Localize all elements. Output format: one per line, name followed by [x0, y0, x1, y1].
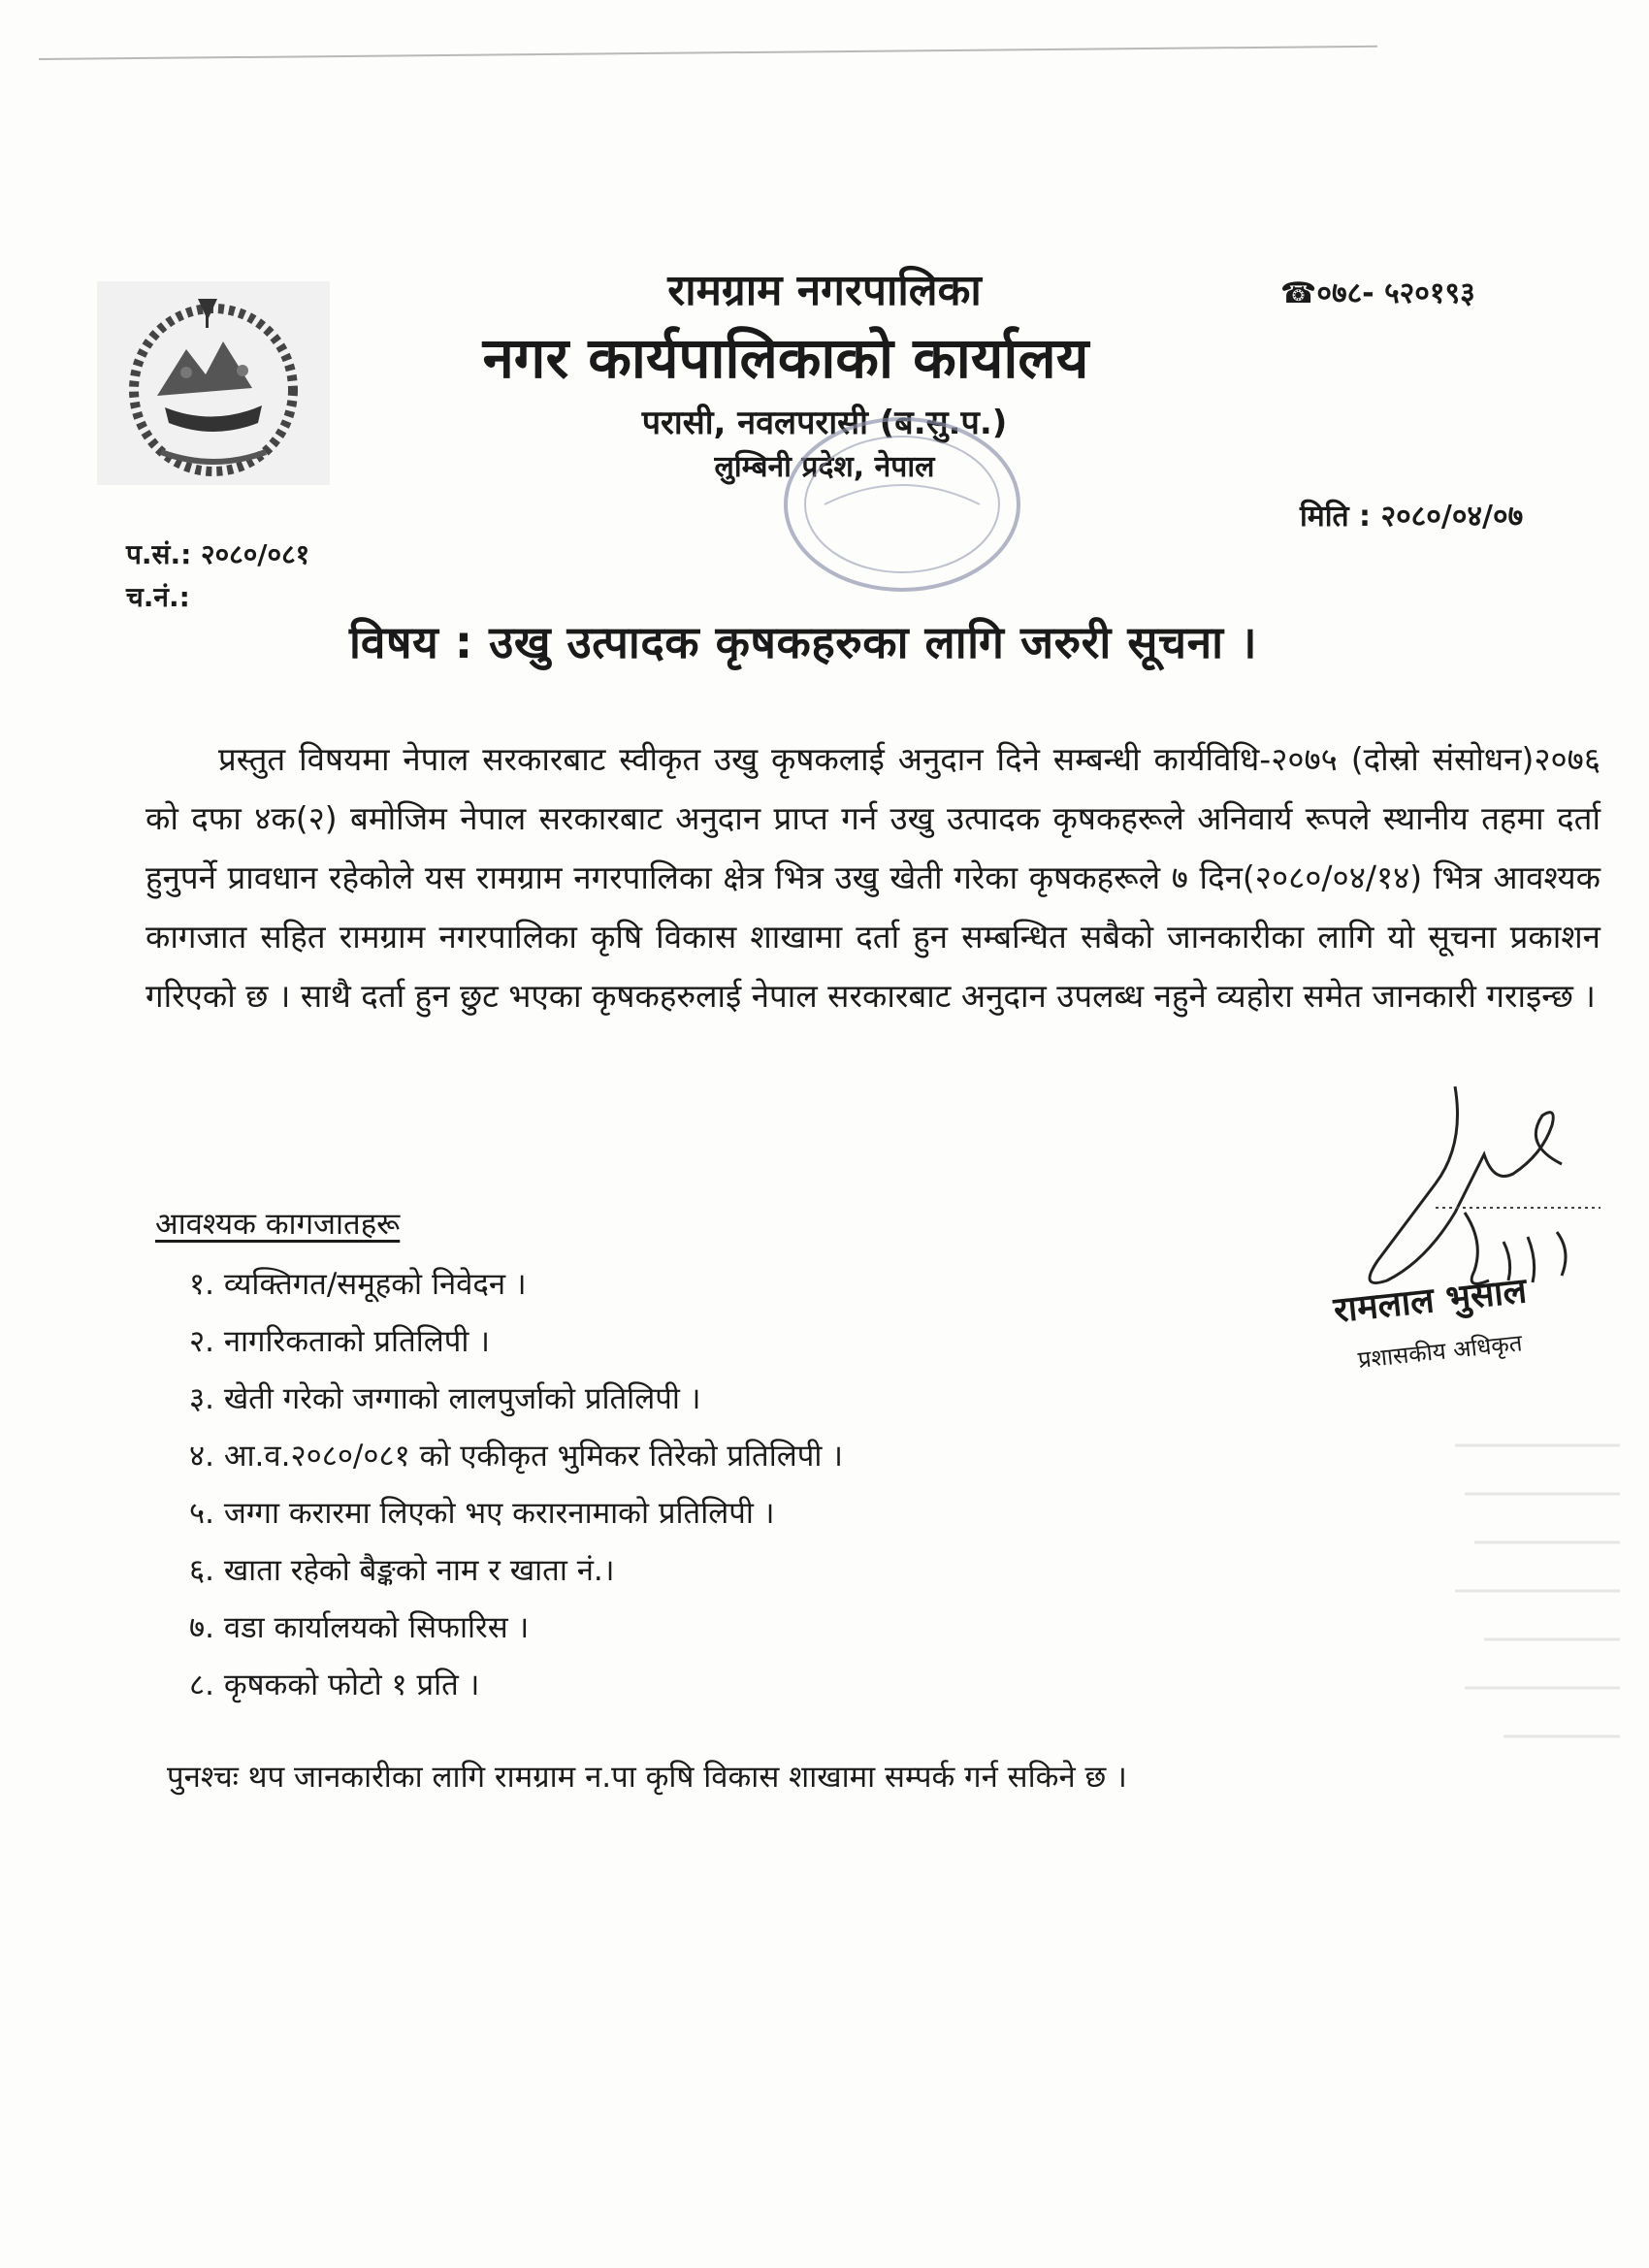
list-item: ८. कृषकको फोटो १ प्रति ।: [189, 1668, 480, 1702]
documents-heading: आवश्यक कागजातहरू: [155, 1207, 401, 1242]
list-item: ७. वडा कार्यालयको सिफारिस ।: [189, 1610, 530, 1645]
top-rule: [39, 46, 1377, 60]
office-province: लुम्बिनी प्रदेश, नेपाल: [714, 450, 935, 484]
notice-body: प्रस्तुत विषयमा नेपाल सरकारबाट स्वीकृत उखु कृषकलाई अनुदान दिने सम्बन्धी कार्यविधि-२०७५ (दोस्रो संसोधन)२०७६ को दफा ४क(२) बमोजिम नेपाल सरकारबाट अनुदान प्राप्त गर्न उखु उत्पादक कृषकहरूले अनिवार्य रूपले स्थानीय तहमा दर्ता हुनुपर्ने प्रावधान रहेकोले यस रामग्राम नगरपालिका क्षेत्र भित्र उखु खेती गरेका कृषकहरूले ७ दिन(२०८०/०४/१४) भित्र आवश्यक कागजात सहित रामग्राम नगरपालिका कृषि विकास शाखामा दर्ता हुन सम्बन्धित सबैको जानकारीका लागि यो सूचना प्रकाशन गरिएको छ । साथै दर्ता हुन छुट भएका कृषकहरुलाई नेपाल सरकारबाट अनुदान उपलब्ध नहुने व्यहोरा समेत जानकारी गराइन्छ ।: [146, 740, 1600, 1015]
notice-subject: विषय : उखु उत्पादक कृषकहरुका लागि जरुरी सूचना ।: [349, 616, 1258, 668]
signatory-title: प्रशासकीय अधिकृत: [1356, 1329, 1524, 1374]
signatory-name: रामलाल भुसाल: [1332, 1271, 1529, 1331]
chalani-number: च.नं.:: [126, 581, 190, 613]
nepal-emblem-icon: [97, 281, 330, 485]
phone-number: ☎०७८- ५२०१९३: [1280, 276, 1475, 310]
list-item: ३. खेती गरेको जग्गाको लालपुर्जाको प्रतिलिपी ।: [189, 1381, 701, 1416]
bleed-through-marks: [1445, 1426, 1630, 1795]
issue-date: मिति : २०८०/०४/०७: [1300, 500, 1524, 534]
office-stamp-icon: [757, 407, 1048, 601]
documents-list: [189, 1256, 843, 1714]
list-item: ६. खाता रहेको बैङ्कको नाम र खाता नं.।: [189, 1553, 615, 1588]
office-name: नगर कार्यपालिकाको कार्यालय: [482, 325, 1089, 391]
list-item: ४. आ.व.२०८०/०८१ को एकीकृत भुमिकर तिरेको प्रतिलिपी ।: [189, 1439, 843, 1474]
postscript: पुनश्चः थप जानकारीका लागि रामग्राम न.पा कृषि विकास शाखामा सम्पर्क गर्न सकिने छ ।: [167, 1760, 1127, 1795]
reference-numbers: [126, 534, 309, 619]
office-address: परासी, नवलपरासी (ब.सु.प.): [641, 404, 1008, 442]
list-item: १. व्यक्तिगत/समूहको निवेदन ।: [189, 1267, 527, 1302]
list-item: ५. जग्गा करारमा लिएको भए करारनामाको प्रतिलिपी ।: [189, 1496, 775, 1531]
municipality-name: रामग्राम नगरपालिका: [667, 266, 982, 315]
patra-sankhya: प.सं.: २०८०/०८१: [126, 538, 310, 570]
list-item: २. नागरिकताको प्रतिलिपी ।: [189, 1324, 491, 1359]
